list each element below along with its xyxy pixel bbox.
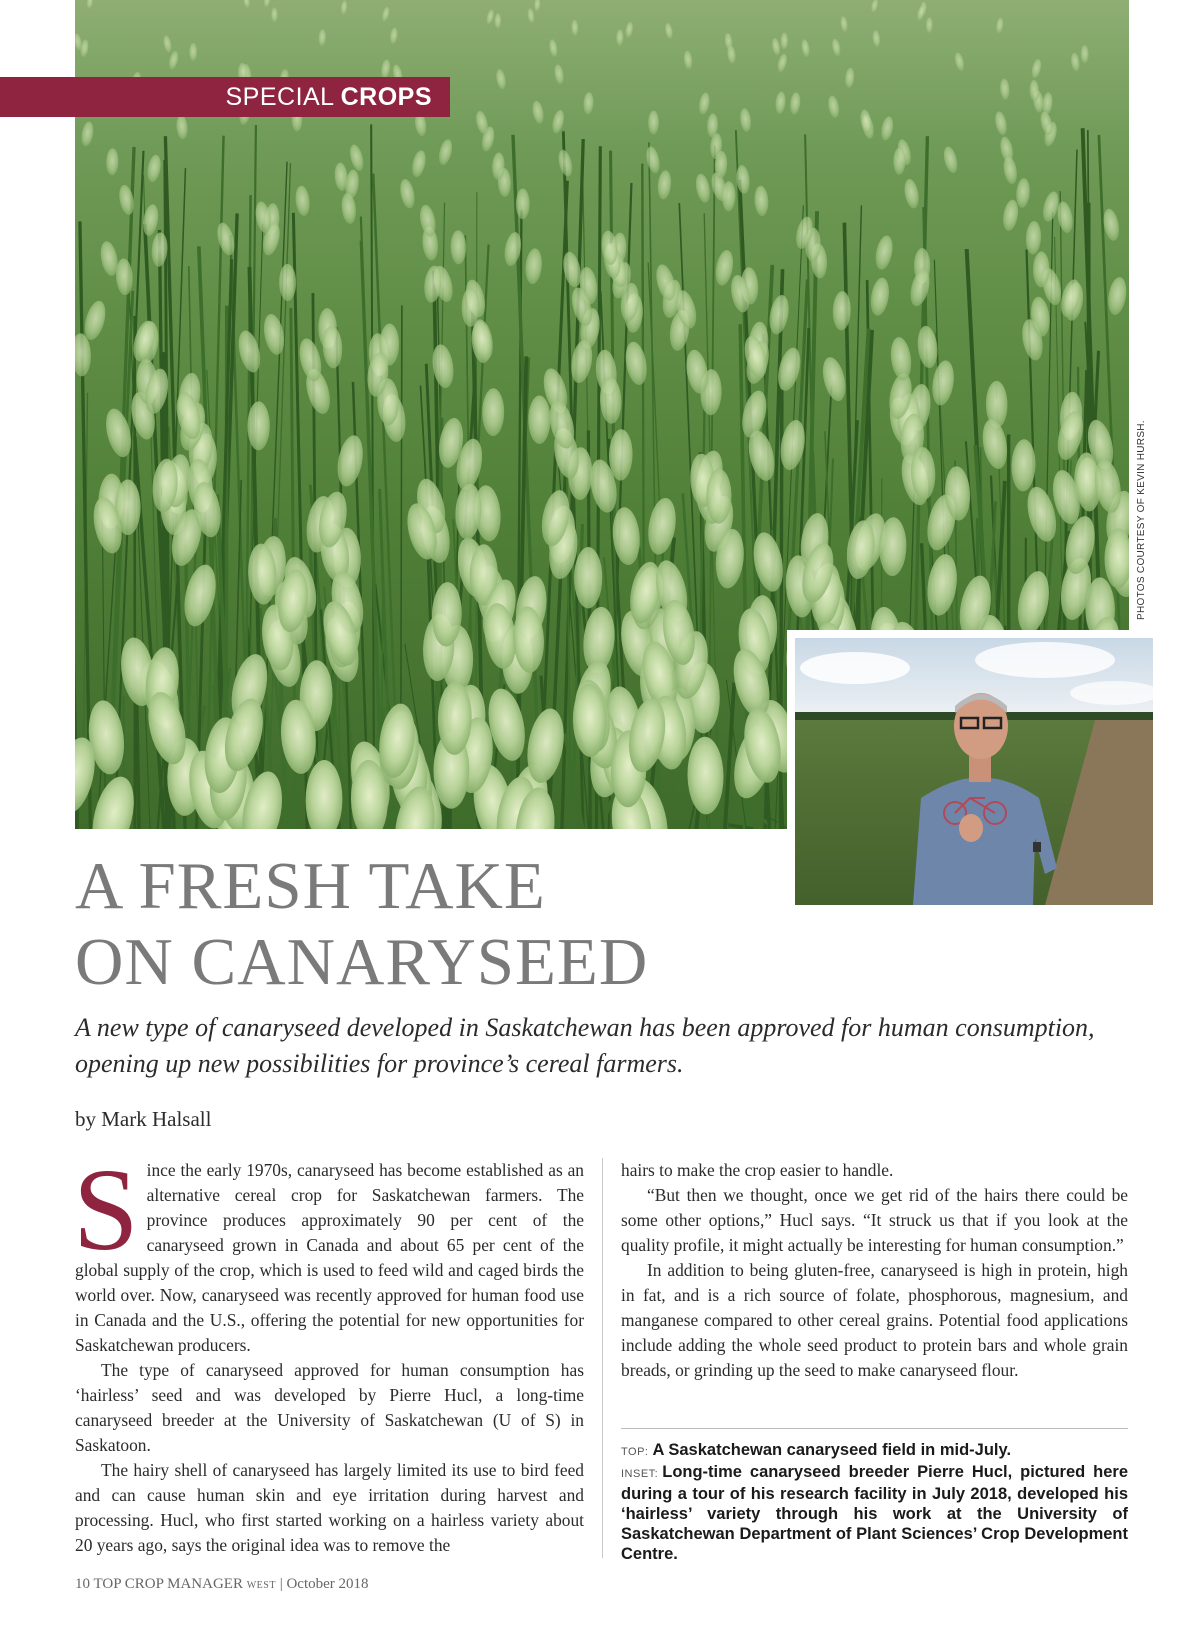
canaryseed-head <box>873 234 895 271</box>
canaryseed-head <box>485 9 495 26</box>
paragraph-2: The type of canaryseed approved for human consumption has ‘hairless’ seed and was developed by Pierre Hucl, a long-time canaryseed breeder at the University of Saskatchewan (U of S) in Saskatoon. <box>75 1360 584 1455</box>
canaryseed-head <box>242 0 250 9</box>
canaryseed-head <box>574 547 602 608</box>
canaryseed-head <box>294 185 311 217</box>
article-column-1 <box>73 1144 584 1558</box>
paragraph-1-text: ince the early 1970s, canaryseed has become established as an alternative cereal crop for Saskatchewan farmers. The province produces approximately 90 per cent of the canaryseed grown in Canada and about 65 per cent of the global supply of the crop, which is used to feed wild and caged birds the world over. Now, canaryseed was recently approved for human food use in Canada and the U.S., offering the potential for new opportunities for Saskatchewan producers. <box>75 1160 584 1355</box>
canaryseed-head <box>556 148 575 178</box>
caption-inset-text: Long-time canaryseed breeder Pierre Hucl, pictured here during a tour of his research facility in July 2018, developed his ‘hairless’ variety through his work at the University of Saskatchewan Department of Plant Sciences’ Crop Development Centre. <box>621 1463 1128 1563</box>
photo-credit: PHOTOS COURTESY OF KEVIN HURSH. <box>1136 420 1147 620</box>
article-column-2 <box>621 1158 1128 1383</box>
canaryseed-head <box>528 395 550 443</box>
canaryseed-head <box>550 109 566 135</box>
canaryseed-head <box>516 189 530 220</box>
canaryseed-head <box>832 291 851 331</box>
cloud <box>800 652 910 684</box>
canaryseed-head <box>774 91 786 114</box>
canaryseed-head <box>698 92 712 116</box>
canaryseed-head <box>261 312 287 356</box>
caption-inset <box>621 1462 1128 1564</box>
canaryseed-head <box>167 50 180 70</box>
canaryseed-head <box>305 760 342 829</box>
canaryseed-head <box>495 68 507 90</box>
canaryseed-head <box>1106 276 1129 316</box>
canaryseed-head <box>548 39 559 58</box>
canaryseed-head <box>389 27 399 45</box>
canaryseed-head <box>800 39 811 58</box>
canaryseed-head <box>648 110 659 134</box>
canaryseed-head <box>381 6 391 22</box>
canaryseed-head <box>664 22 674 40</box>
inset-photo-pierre-hucl <box>795 638 1153 905</box>
canaryseed-head <box>780 32 788 50</box>
canaryseed-head <box>880 115 895 141</box>
article-headline <box>75 848 775 1000</box>
canaryseed-head <box>410 149 428 178</box>
canaryseed-head <box>189 43 197 61</box>
canaryseed-head <box>941 145 959 174</box>
paragraph-5: In addition to being gluten-free, canaryseed is high in protein, high in fat, and is a rich source of folate, phosphorous, magnesium, and manganese compared to other cereal grains. Potential food applications include adding the whole seed product to protein bars and whole grain breads, or grinding up the seed to make canaryseed flour. <box>621 1260 1128 1380</box>
canaryseed-head <box>482 388 504 436</box>
magazine-edition: WEST <box>246 1580 276 1591</box>
canaryseed-head <box>583 92 594 115</box>
wristwatch <box>1033 842 1041 852</box>
canaryseed-head <box>995 17 1004 34</box>
canaryseed-head <box>1070 52 1081 72</box>
canaryseed-head <box>571 20 578 36</box>
canaryseed-head <box>999 78 1010 100</box>
canaryseed-head <box>893 147 905 174</box>
photo-caption <box>621 1440 1128 1564</box>
canaryseed-head <box>930 359 957 407</box>
canaryseed-head <box>527 8 536 24</box>
article-deck: A new type of canaryseed developed in Saskatchewan has been approved for human consumption, opening up new possibilities for province’s cereal farmers. <box>75 1013 1095 1078</box>
canaryseed-head <box>85 772 141 829</box>
canaryseed-head <box>979 417 1010 471</box>
canaryseed-head <box>86 0 94 10</box>
canaryseed-head <box>80 121 95 148</box>
canaryseed-head <box>993 110 1008 136</box>
canaryseed-head <box>840 16 849 33</box>
section-tag <box>0 77 450 117</box>
canaryseed-head <box>872 30 881 48</box>
page-number: 10 <box>75 1576 90 1592</box>
canaryseed-head <box>81 299 109 343</box>
inset-photo-frame <box>787 630 1153 905</box>
canaryseed-head <box>953 52 966 72</box>
canaryseed-head <box>340 192 357 224</box>
canaryseed-head <box>162 35 173 54</box>
canaryseed-head <box>844 67 855 88</box>
canaryseed-head <box>553 64 565 85</box>
canaryseed-head <box>789 92 801 115</box>
canaryseed-head <box>616 29 624 46</box>
canaryseed-head <box>1001 199 1020 232</box>
drop-cap: S <box>73 1144 139 1275</box>
canaryseed-head <box>1081 45 1089 63</box>
canaryseed-head <box>888 336 913 382</box>
canaryseed-head <box>1015 178 1031 209</box>
canaryseed-head <box>1013 568 1054 636</box>
section-tag-light: SPECIAL <box>225 82 335 111</box>
person-hand <box>959 814 983 842</box>
person-neck <box>969 756 991 782</box>
canaryseed-head <box>754 185 770 216</box>
caption-divider <box>621 1428 1128 1429</box>
caption-inset-label: INSET: <box>621 1468 659 1480</box>
canaryseed-head <box>687 736 724 814</box>
canaryseed-head <box>494 13 501 29</box>
canaryseed-head <box>624 21 634 38</box>
canaryseed-head <box>318 29 326 47</box>
canaryseed-head <box>902 178 920 210</box>
canaryseed-head <box>146 154 163 184</box>
cloud <box>975 642 1115 678</box>
footer-separator: | <box>279 1576 283 1592</box>
canaryseed-head <box>534 0 541 12</box>
grass-blade <box>751 810 775 829</box>
canaryseed-head <box>831 38 842 57</box>
canaryseed-head <box>437 138 455 166</box>
canaryseed-head <box>1025 221 1042 255</box>
caption-top-text: A Saskatchewan canaryseed field in mid-July. <box>652 1441 1012 1459</box>
headline-line-1: A FRESH TAKE <box>75 849 546 923</box>
canaryseed-head <box>776 53 789 74</box>
canaryseed-head <box>1002 155 1019 185</box>
canaryseed-head <box>214 221 237 257</box>
canaryseed-head <box>398 178 417 210</box>
canaryseed-head <box>271 7 278 22</box>
canaryseed-head <box>683 50 693 70</box>
paragraph-3-continued: hairs to make the crop easier to handle. <box>621 1160 894 1180</box>
canaryseed-head <box>868 276 891 317</box>
headline-line-2: ON CANARYSEED <box>75 925 649 999</box>
paragraph-1 <box>73 1144 584 1358</box>
canaryseed-head <box>176 114 189 139</box>
canaryseed-head <box>694 173 712 204</box>
magazine-name: TOP CROP MANAGER <box>93 1576 243 1592</box>
canaryseed-head <box>916 325 940 369</box>
caption-top <box>621 1440 1128 1462</box>
paragraph-3: The hairy shell of canaryseed has largely limited its use to bird feed and can cause human skin and eye irritation during harvest and processing. Hucl, who first started working on a hairless variety about 20 years ago, says the original idea was to remove the <box>75 1460 584 1555</box>
canaryseed-head <box>739 108 752 133</box>
article-byline: by Mark Halsall <box>75 1107 212 1131</box>
issue-date: October 2018 <box>286 1576 369 1592</box>
canaryseed-head <box>531 100 546 125</box>
canaryseed-head <box>827 95 841 119</box>
page-footer <box>75 1576 369 1593</box>
canaryseed-head <box>106 148 119 175</box>
canaryseed-head <box>348 143 366 172</box>
canaryseed-head <box>524 248 543 285</box>
canaryseed-head <box>247 401 270 450</box>
column-divider <box>602 1158 603 1558</box>
canaryseed-head <box>1030 58 1043 79</box>
caption-top-label: TOP: <box>621 1446 649 1458</box>
canaryseed-head <box>263 0 271 8</box>
canaryseed-head <box>819 355 849 404</box>
section-tag-bold: CROPS <box>340 82 432 111</box>
canaryseed-head <box>644 145 662 174</box>
canaryseed-head <box>870 0 879 14</box>
canaryseed-head <box>656 170 672 200</box>
canaryseed-head <box>450 230 466 264</box>
canaryseed-head <box>771 37 782 56</box>
paragraph-4: “But then we thought, once we get rid of the hairs there could be some other options,” Hucl says. “It struck us that if you look at the quality profile, it might actually be interesting for human consumption.” <box>621 1185 1128 1255</box>
canaryseed-head <box>926 17 933 33</box>
canaryseed-head <box>340 0 348 15</box>
inset-photo-illustration <box>795 638 1153 905</box>
